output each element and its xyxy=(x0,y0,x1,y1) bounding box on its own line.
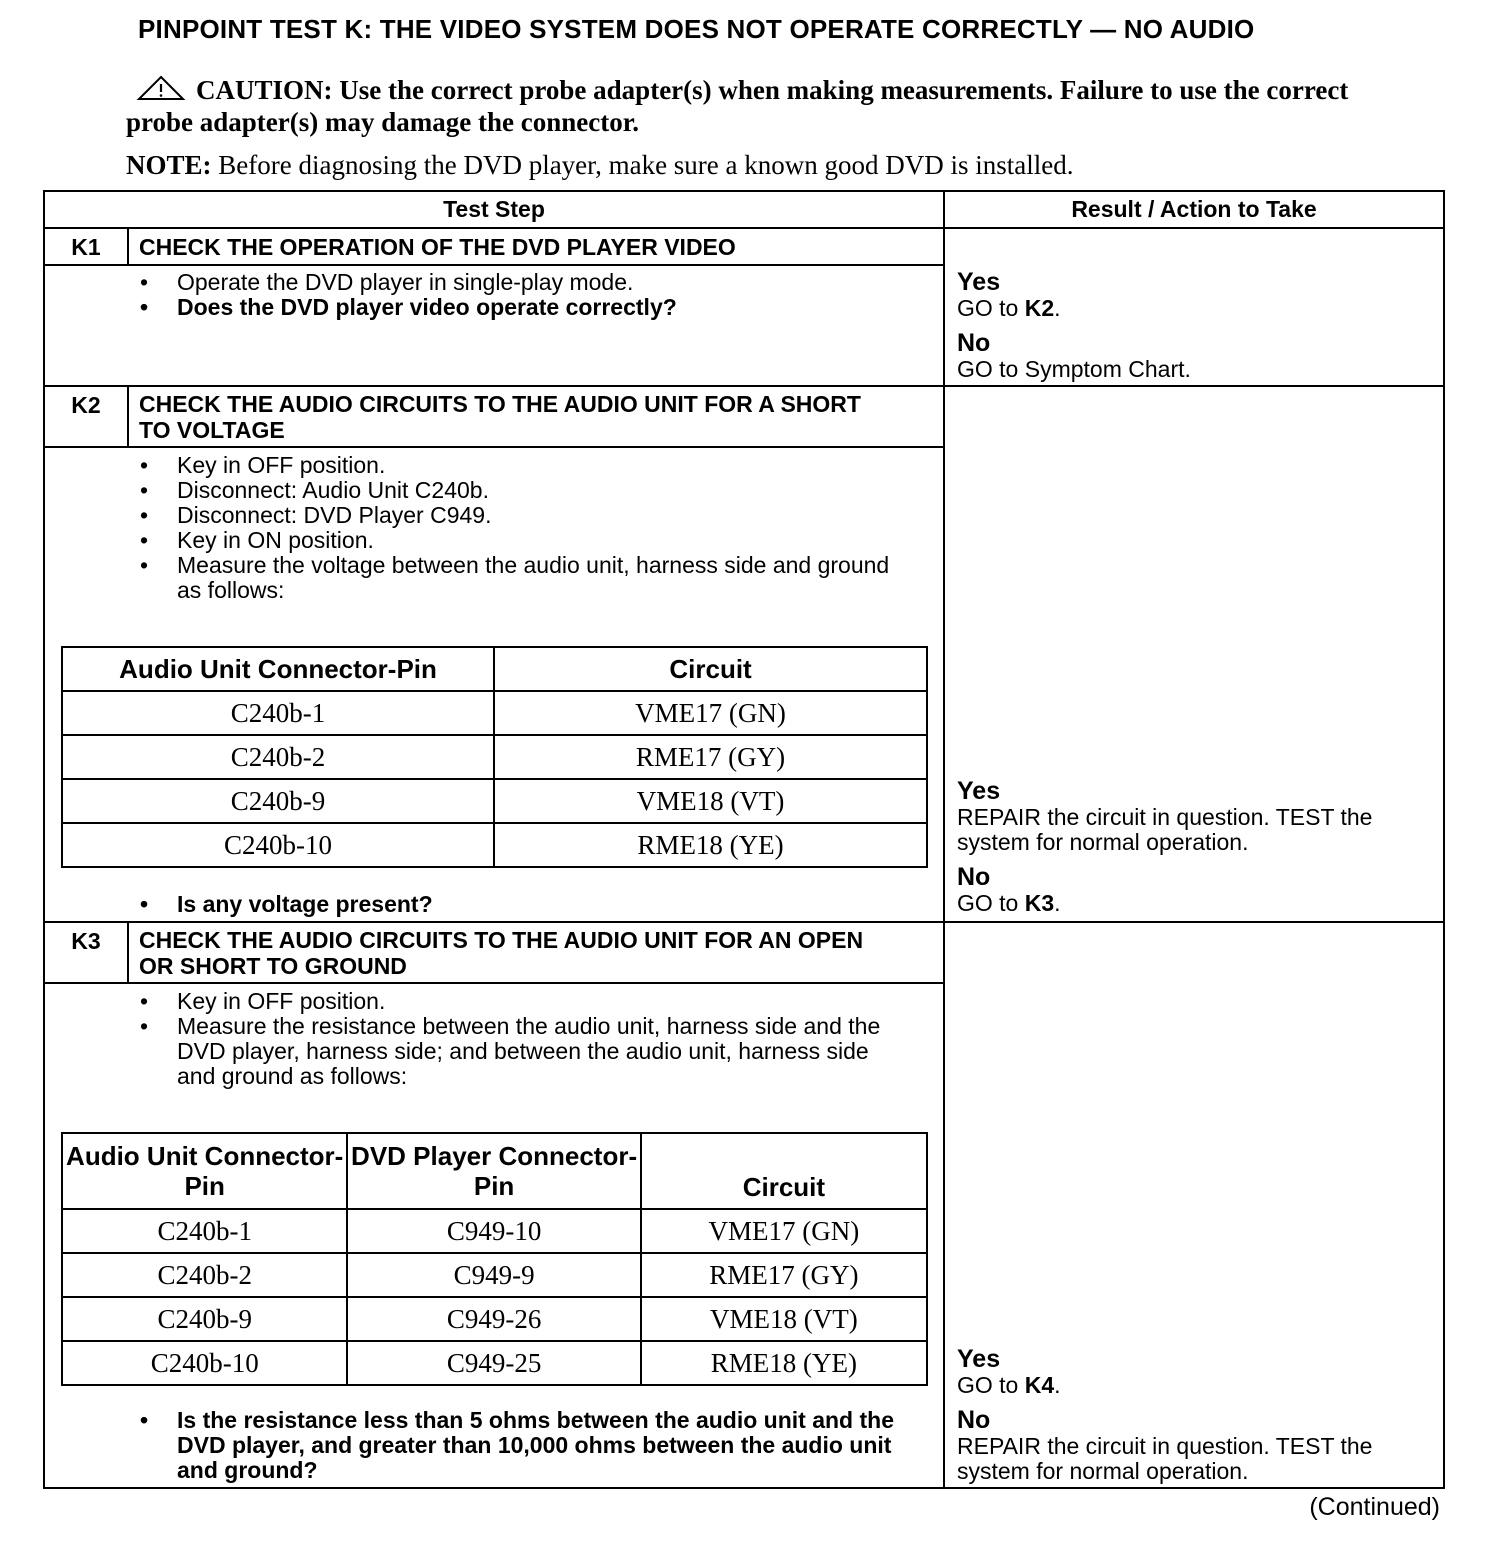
table-row xyxy=(62,1297,927,1341)
result-yes-label: Yes xyxy=(957,268,1001,296)
result-no-text: GO to Symptom Chart. xyxy=(957,356,1191,382)
list-item: • Measure the voltage between the audio unit, harness side and ground as follows: xyxy=(140,553,900,603)
table-row xyxy=(62,691,927,735)
result-no-ref: K3 xyxy=(1024,890,1055,916)
step-k3-question-list xyxy=(140,1408,910,1483)
table-cell: C240b-10 xyxy=(62,823,494,867)
table-cell: RME17 (GY) xyxy=(641,1253,927,1297)
result-yes-label: Yes xyxy=(957,1345,1001,1373)
table-cell: C949-26 xyxy=(347,1297,640,1341)
note-text: Before diagnosing the DVD player, make sure a known good DVD is installed. xyxy=(211,150,1074,180)
result-yes-label: Yes xyxy=(957,777,1001,805)
table-row xyxy=(62,735,927,779)
table-header: DVD Player Connector-Pin xyxy=(347,1133,640,1209)
table-cell: RME17 (GY) xyxy=(494,735,927,779)
table-row xyxy=(62,1209,927,1253)
header-result-action: Result / Action to Take xyxy=(1071,196,1317,222)
result-no-label: No xyxy=(957,863,991,891)
step-k1-instructions xyxy=(140,270,930,320)
result-yes-post: . xyxy=(1054,1372,1061,1398)
list-item: • Key in OFF position. xyxy=(140,989,900,1014)
note xyxy=(126,150,1074,181)
caution-notice xyxy=(126,74,1366,138)
step-k2-question: • Is any voltage present? xyxy=(140,892,930,917)
k3-resistance-table xyxy=(61,1132,928,1386)
table-header: Circuit xyxy=(641,1133,927,1209)
table-cell: RME18 (YE) xyxy=(494,823,927,867)
table-cell: C949-9 xyxy=(347,1253,640,1297)
list-item: • Disconnect: Audio Unit C240b. xyxy=(140,478,900,503)
result-k1 xyxy=(957,268,1191,382)
table-cell: VME18 (VT) xyxy=(641,1297,927,1341)
result-k3 xyxy=(957,1345,1437,1484)
list-item: • Key in ON position. xyxy=(140,528,900,553)
step-title-k1: CHECK THE OPERATION OF THE DVD PLAYER VIDEO xyxy=(139,234,736,260)
step-k3-instructions xyxy=(140,989,900,1089)
header-test-step: Test Step xyxy=(443,196,545,222)
table-cell: C949-25 xyxy=(347,1341,640,1385)
step-id-k2: K2 xyxy=(71,392,101,418)
step-title-k3: CHECK THE AUDIO CIRCUITS TO THE AUDIO UNIT FOR AN OPEN OR SHORT TO GROUND xyxy=(139,927,864,979)
table-cell: C240b-1 xyxy=(62,691,494,735)
table-row xyxy=(62,823,927,867)
table-cell: VME17 (GN) xyxy=(641,1209,927,1253)
pinpoint-test-table xyxy=(43,190,1445,1489)
list-item: • Disconnect: DVD Player C949. xyxy=(140,503,900,528)
step-id-k3: K3 xyxy=(71,928,101,954)
table-header: Circuit xyxy=(494,647,927,691)
table-cell: VME17 (GN) xyxy=(494,691,927,735)
k2-voltage-table xyxy=(61,646,928,868)
step-k2-instructions xyxy=(140,453,900,603)
list-item: • Key in OFF position. xyxy=(140,453,900,478)
table-cell: VME18 (VT) xyxy=(494,779,927,823)
table-cell: C240b-2 xyxy=(62,735,494,779)
result-yes-post: . xyxy=(1054,295,1061,321)
warning-triangle-icon xyxy=(136,75,186,101)
list-item: • Measure the resistance between the audio unit, harness side and the DVD player, harness side; and between the audio unit, harness side and ground as follows: xyxy=(140,1014,900,1089)
step-k1-question: • Does the DVD player video operate correctly? xyxy=(140,295,930,320)
result-no-label: No xyxy=(957,1406,991,1434)
result-yes-text: GO to xyxy=(957,295,1025,321)
continued-label: (Continued) xyxy=(1309,1493,1440,1521)
table-cell: RME18 (YE) xyxy=(641,1341,927,1385)
table-row xyxy=(62,779,927,823)
step-id-k1: K1 xyxy=(71,234,101,260)
table-cell: C240b-9 xyxy=(62,1297,347,1341)
step-title-k2: CHECK THE AUDIO CIRCUITS TO THE AUDIO UNIT FOR A SHORT TO VOLTAGE xyxy=(139,391,861,443)
table-row xyxy=(62,1341,927,1385)
table-cell: C949-10 xyxy=(347,1209,640,1253)
result-no-label: No xyxy=(957,329,991,357)
result-yes-ref: K4 xyxy=(1024,1372,1055,1398)
result-no-post: . xyxy=(1054,890,1061,916)
result-no-text: GO to xyxy=(957,890,1025,916)
table-cell: C240b-10 xyxy=(62,1341,347,1385)
table-header: Audio Unit Connector-Pin xyxy=(62,1133,347,1209)
table-cell: C240b-9 xyxy=(62,779,494,823)
step-k2-question-list xyxy=(140,892,930,917)
result-yes-text: GO to xyxy=(957,1372,1025,1398)
table-cell: C240b-1 xyxy=(62,1209,347,1253)
page-title: PINPOINT TEST K: THE VIDEO SYSTEM DOES NOT OPERATE CORRECTLY — NO AUDIO xyxy=(138,14,1255,44)
step-k3-question: • Is the resistance less than 5 ohms between the audio unit and the DVD player, and greater than 10,000 ohms between the audio unit and ground? xyxy=(140,1408,910,1483)
note-label: NOTE: xyxy=(126,150,212,180)
caution-text: CAUTION: Use the correct probe adapter(s) when making measurements. Failure to use the correct probe adapter(s) may damage the connector. xyxy=(126,75,1349,137)
result-k2 xyxy=(957,777,1437,916)
table-cell: C240b-2 xyxy=(62,1253,347,1297)
list-item: • Operate the DVD player in single-play mode. xyxy=(140,270,930,295)
result-no-text: REPAIR the circuit in question. TEST the system for normal operation. xyxy=(957,1433,1373,1484)
result-yes-text: REPAIR the circuit in question. TEST the system for normal operation. xyxy=(957,804,1373,855)
result-yes-ref: K2 xyxy=(1024,295,1055,321)
table-header: Audio Unit Connector-Pin xyxy=(62,647,494,691)
table-row xyxy=(62,1253,927,1297)
